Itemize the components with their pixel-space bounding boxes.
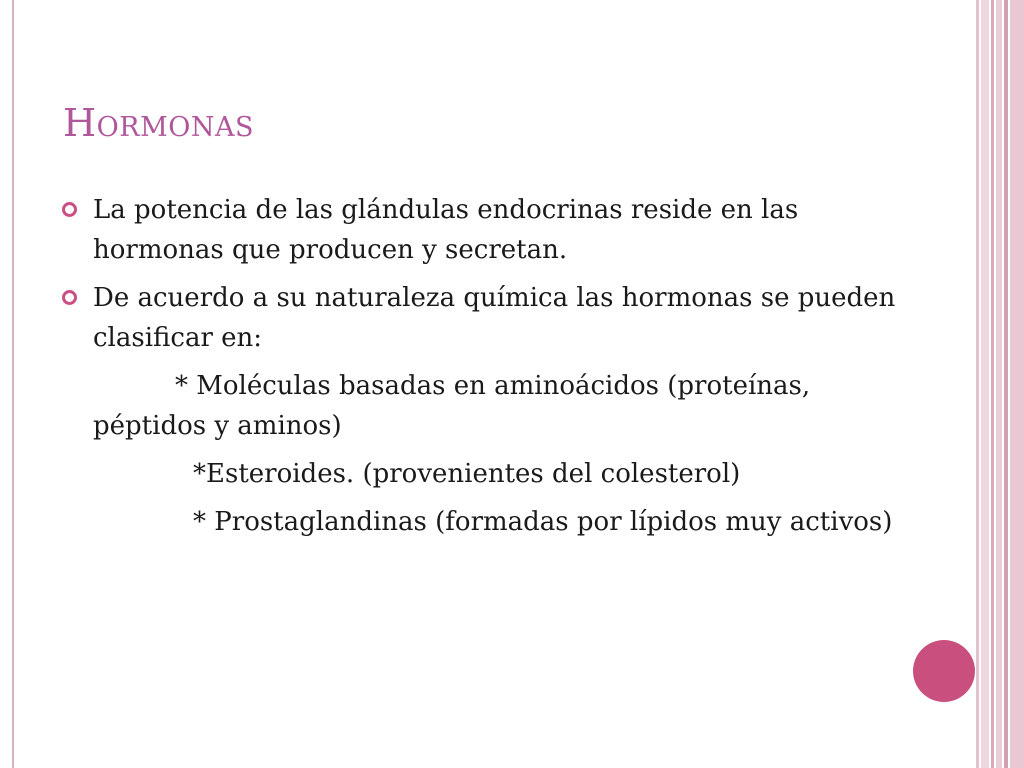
frame-band: [996, 0, 1002, 768]
bullet-item: [62, 278, 902, 358]
sub-item-text: * Prostaglandinas (formadas por lípidos muy activos): [193, 507, 893, 537]
sub-item: [62, 454, 902, 494]
bullet-ring-icon: [62, 202, 77, 217]
sub-item-text: *Esteroides. (provenientes del colesterol): [193, 459, 741, 489]
accent-circle: [913, 640, 975, 702]
bullet-ring-icon: [62, 290, 77, 305]
sub-item: [62, 366, 902, 446]
frame-band: [981, 0, 989, 768]
sub-item-text: * Moléculas basadas en aminoácidos (proteínas, péptidos y aminos): [93, 371, 811, 441]
bullet-text: De acuerdo a su naturaleza química las hormonas se pueden clasificar en:: [93, 283, 896, 353]
left-frame-line: [12, 0, 14, 768]
slide-title: Hormonas: [63, 101, 255, 145]
bullet-item: [62, 190, 902, 270]
right-frame-bands: [976, 0, 1024, 768]
sub-item: [62, 502, 902, 542]
slide-body: [62, 190, 902, 550]
frame-band: [976, 0, 979, 768]
frame-band: [991, 0, 994, 768]
frame-band: [1010, 0, 1024, 768]
bullet-text: La potencia de las glándulas endocrinas reside en las hormonas que producen y secretan.: [93, 195, 799, 265]
frame-band: [1004, 0, 1008, 768]
